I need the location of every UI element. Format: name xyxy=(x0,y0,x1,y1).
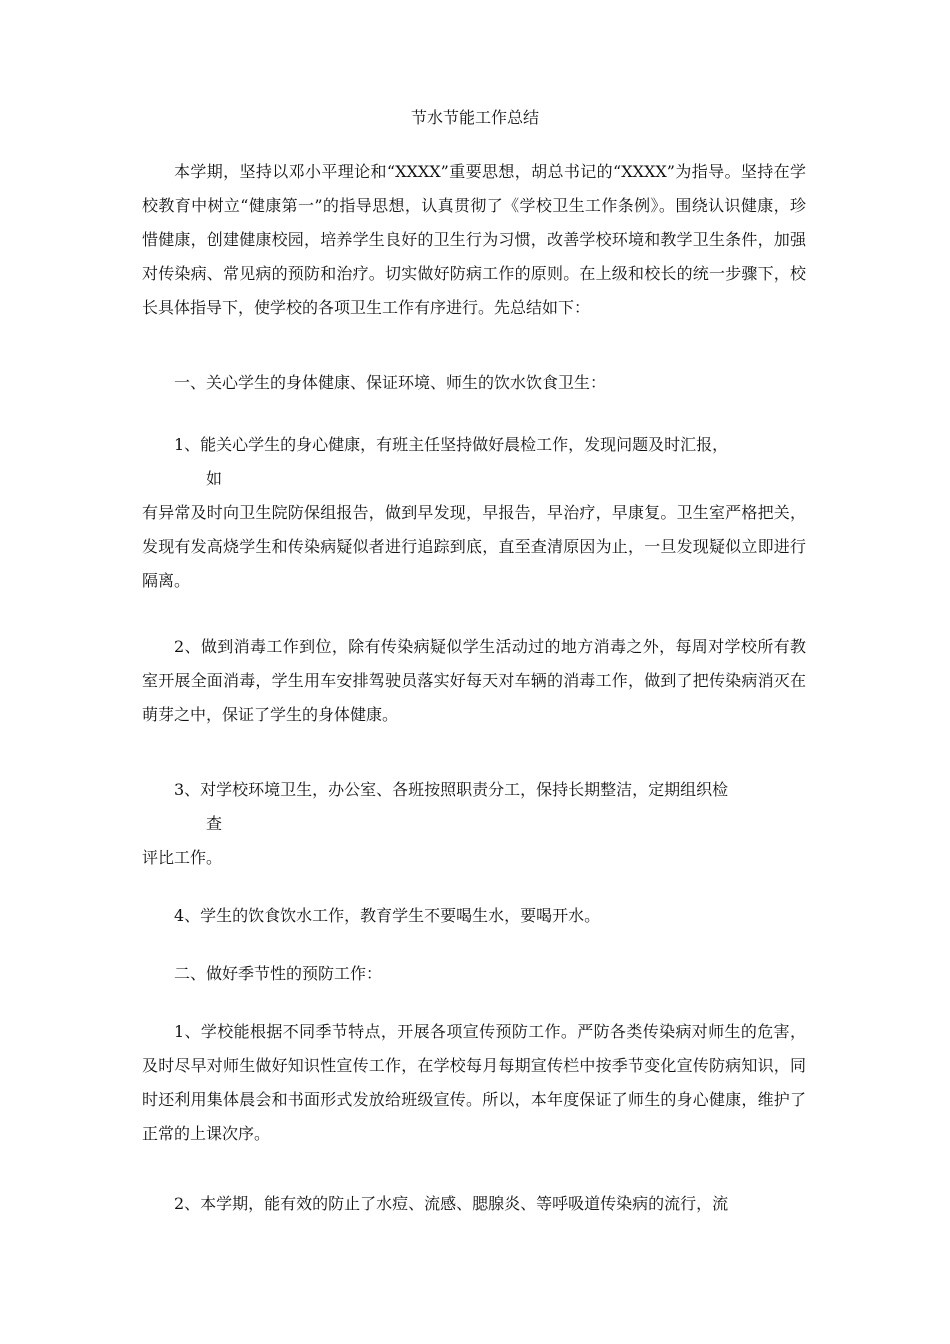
section-2-heading: 二、做好季节性的预防工作： xyxy=(174,964,383,983)
item-2-2: 2、本学期，能有效的防止了水痘、流感、腮腺炎、等呼吸道传染病的流行，流 xyxy=(174,1194,729,1213)
item-1-3 xyxy=(142,773,806,875)
item-1-3-line-a: 3、对学校环境卫生，办公室、各班按照职责分工，保持长期整洁，定期组织检 xyxy=(174,780,729,799)
item-1-2: 2、做到消毒工作到位，除有传染病疑似学生活动过的地方消毒之外，每周对学校所有教室开展全面消毒，学生用车安排驾驶员落实好每天对车辆的消毒工作，做到了把传染病消灭在萌芽之中，保证了学生的身体健康。 xyxy=(142,637,806,724)
item-1-1-line-b: 如 xyxy=(206,469,223,488)
item-2-1: 1、学校能根据不同季节特点，开展各项宣传预防工作。严防各类传染病对师生的危害，及时尽早对师生做好知识性宣传工作，在学校每月每期宣传栏中按季节变化宣传防病知识，同时还利用集体晨会和书面形式发放给班级宣传。所以，本年度保证了师生的身心健康，维护了正常的上课次序。 xyxy=(142,1022,806,1143)
item-1-3-line-b: 查 xyxy=(206,814,223,833)
item-1-1-line-a: 1、能关心学生的身心健康，有班主任坚持做好晨检工作，发现问题及时汇报， xyxy=(174,435,729,454)
intro-paragraph: 本学期，坚持以邓小平理论和“XXXX”重要思想，胡总书记的“XXXX”为指导。坚持在学校教育中树立“健康第一”的指导思想，认真贯彻了《学校卫生工作条例》。围绕认识健康，珍惜健康，创建健康校园，培养学生良好的卫生行为习惯，改善学校环境和教学卫生条件，加强对传染病、常见病的预防和治疗。切实做好防病工作的原则。在上级和校长的统一步骤下，校长具体指导下，使学校的各项卫生工作有序进行。先总结如下： xyxy=(142,162,806,317)
item-1-4: 4、学生的饮食饮水工作，教育学生不要喝生水，要喝开水。 xyxy=(174,906,601,925)
item-1-1 xyxy=(142,428,806,598)
item-1-1-line-c: 有异常及时向卫生院防保组报告，做到早发现，早报告，早治疗，早康复。卫生室严格把关，发现有发高烧学生和传染病疑似者进行追踪到底，直至查清原因为止，一旦发现疑似立即进行隔离。 xyxy=(142,503,806,590)
item-1-3-line-c: 评比工作。 xyxy=(142,848,223,867)
section-1-heading: 一、关心学生的身体健康、保证环境、师生的饮水饮食卫生： xyxy=(174,373,607,392)
document-title: 节水节能工作总结 xyxy=(410,108,539,127)
